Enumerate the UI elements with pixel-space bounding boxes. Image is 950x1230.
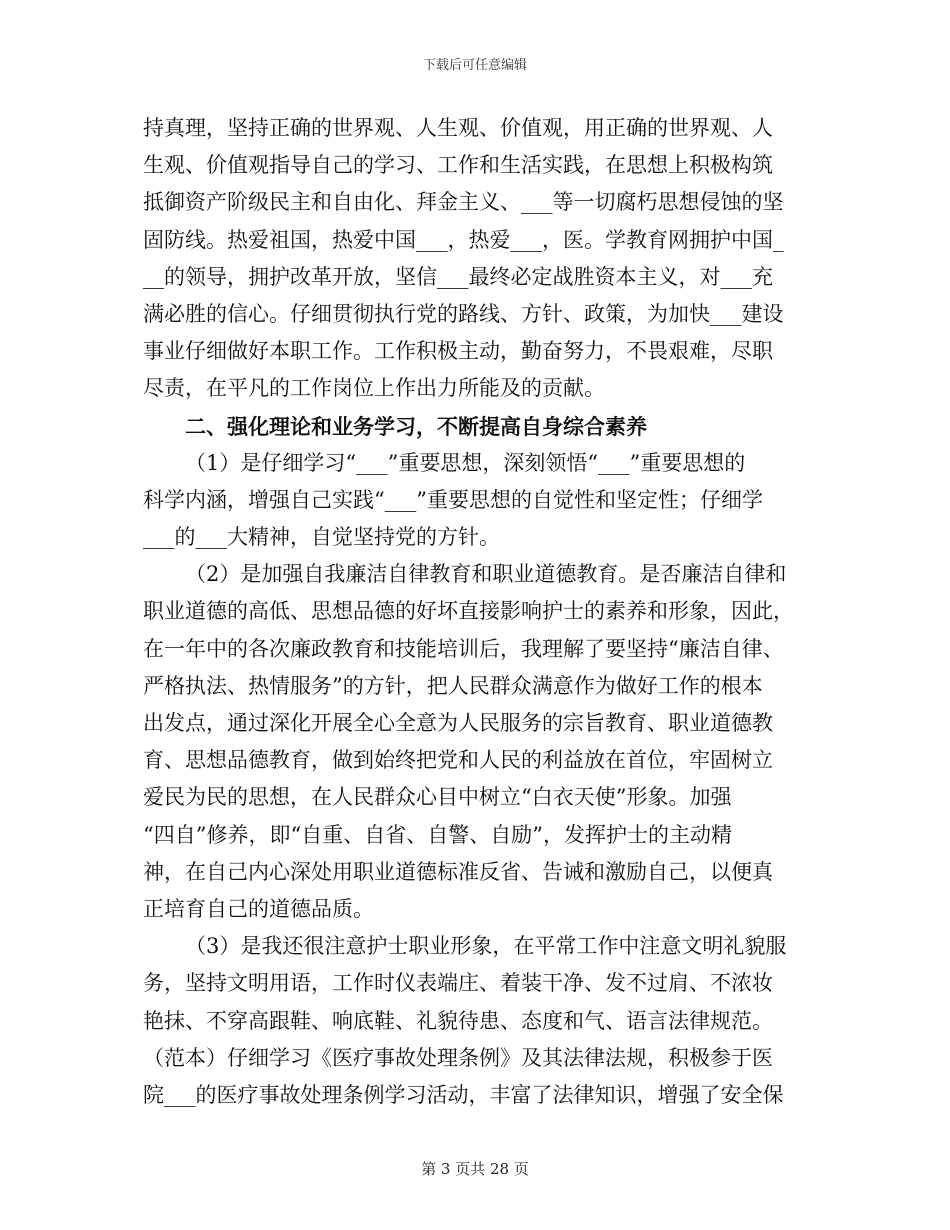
body-line: 务，坚持文明用语，工作时仪表端庄、着装干净、发不过肩、不浓妆 — [143, 971, 773, 996]
body-line: （范本）仔细学习《医疗事故处理条例》及其法律法规，积极参于医 — [143, 1045, 773, 1070]
body-line: 生观、价值观指导自己的学习、工作和生活实践，在思想上积极构筑 — [143, 153, 773, 178]
body-line: （1）是仔细学习“___”重要思想，深刻领悟“___”重要思想的 — [185, 450, 746, 475]
body-line: ___的___大精神，自觉坚持党的方针。 — [143, 525, 500, 550]
body-line: __的领导，拥护改革开放，坚信___最终必定战胜资本主义，对___充 — [143, 264, 773, 289]
body-line: 出发点，通过深化开展全心全意为人民服务的宗旨教育、职业道德教 — [143, 711, 773, 735]
body-line: 固防线。热爱祖国，热爱中国___，热爱___，医。学教育网拥护中国_ — [143, 227, 784, 252]
body-line: （3）是我还很注意护士职业形象，在平常工作中注意文明礼貌服 — [185, 934, 787, 959]
body-line: 职业道德的高低、思想品德的好坏直接影响护士的素养和形象，因此， — [143, 599, 794, 624]
body-line: 抵御资产阶级民主和自由化、拜金主义、___等一切腐朽思想侵蚀的坚 — [143, 190, 784, 215]
body-line: 事业仔细做好本职工作。工作积极主动，勤奋努力，不畏艰难，尽职 — [143, 339, 773, 364]
body-line: 科学内涵，增强自己实践“___”重要思想的自觉性和坚定性；仔细学 — [143, 487, 763, 512]
body-line: 尽责，在平凡的工作岗位上作出力所能及的贡献。 — [143, 376, 605, 401]
body-line: 在一年中的各次廉政教育和技能培训后，我理解了要坚持“廉洁自律、 — [143, 636, 784, 661]
body-line: 爱民为民的思想，在人民群众心目中树立“白衣天使”形象。加强 — [143, 785, 732, 810]
page-header: 下载后可任意编辑 — [422, 58, 527, 73]
body-line: 院___的医疗事故处理条例学习活动，丰富了法律知识，增强了安全保 — [143, 1082, 784, 1107]
body-line: （2）是加强自我廉洁自律教育和职业道德教育。是否廉洁自律和 — [185, 562, 787, 587]
body-line: 神，在自己内心深处用职业道德标准反省、告诫和激励自己，以便真 — [143, 859, 773, 884]
page-footer: 第 3 页共 28 页 — [421, 1160, 529, 1178]
body-line: 育、思想品德教育，做到始终把党和人民的利益放在首位，牢固树立 — [143, 748, 773, 773]
body-line: 正培育自己的道德品质。 — [143, 896, 374, 921]
document-body — [143, 110, 815, 1114]
body-line: “四自”修养，即“自重、自省、自警、自励”，发挥护士的主动精 — [143, 822, 732, 847]
body-line: 满必胜的信心。仔细贯彻执行党的路线、方针、政策，为加快___建设 — [143, 301, 784, 326]
section-heading: 二、强化理论和业务学习，不断提高自身综合素养 — [185, 413, 647, 439]
body-line: 严格执法、热情服务”的方针，把人民群众满意作为做好工作的根本 — [143, 673, 763, 698]
body-line: 持真理，坚持正确的世界观、人生观、价值观，用正确的世界观、人 — [143, 116, 773, 140]
body-line: 艳抹、不穿高跟鞋、响底鞋、礼貌待患、态度和气、语言法律规范。 — [143, 1008, 773, 1033]
